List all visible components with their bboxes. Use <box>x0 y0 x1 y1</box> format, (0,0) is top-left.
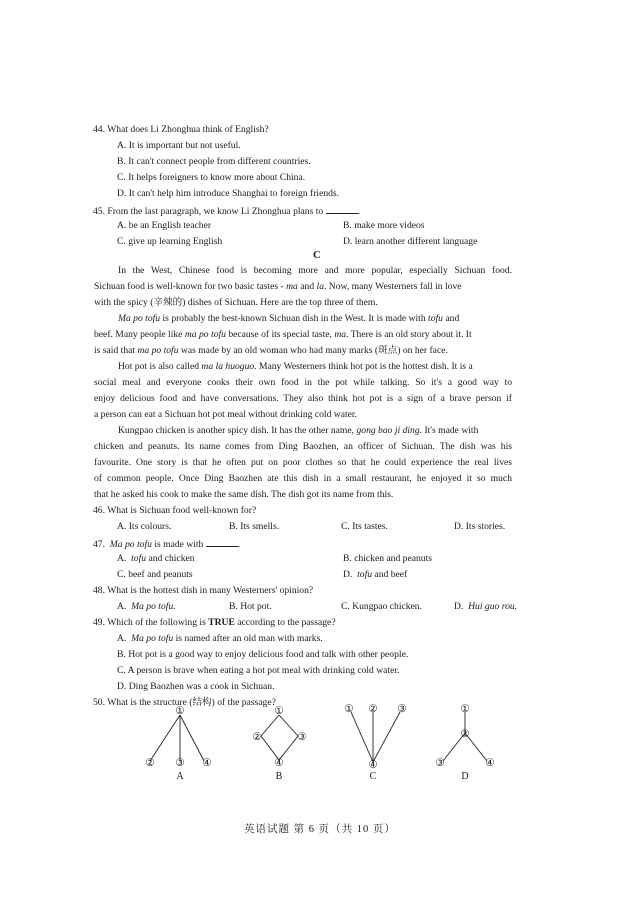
passage-line: social meal and everyone cooks their own food in the pot while talking. So it's a good way to <box>94 377 512 388</box>
q45-option-c[interactable]: C. give up learning English <box>117 236 223 247</box>
diagram-d-node-2: ② <box>460 729 470 740</box>
q49-option-c[interactable]: C. A person is brave when eating a hot pot meal with drinking cold water. <box>117 665 400 676</box>
diagram-c-node-3: ③ <box>397 704 407 715</box>
q45-stem: 45. From the last paragraph, we know Li Zhonghua plans to . <box>93 206 361 217</box>
diagram-d-node-3: ③ <box>435 758 445 769</box>
q44-option-d[interactable]: D. It can't help him introduce Shanghai to foreign friends. <box>117 188 340 199</box>
diagram-label-c[interactable]: C <box>369 771 377 782</box>
passage-line: chicken and peanuts. Its name comes from Ding Baozhen, an officer of Sichuan. The dish was his <box>94 441 512 452</box>
q49-option-b[interactable]: B. Hot pot is a good way to enjoy delicious food and talk with other people. <box>117 649 409 660</box>
q44-option-a[interactable]: A. It is important but not useful. <box>117 140 241 151</box>
answer-blank[interactable] <box>206 537 238 547</box>
q48-option-b[interactable]: B. Hot pot. <box>229 601 272 612</box>
passage-line: Kungpao chicken is another spicy dish. It has the other name, gong bao ji ding. It's made with <box>118 425 479 436</box>
section-heading: C <box>313 250 321 261</box>
diagram-label-b[interactable]: B <box>275 771 283 782</box>
q47-option-a[interactable]: A. tofu and chicken <box>117 553 195 564</box>
page-footer: 英语试题 第 6 页（共 10 页） <box>244 824 396 835</box>
passage-line: Ma po tofu is probably the best-known Sichuan dish in the West. It is made with tofu and <box>118 313 460 324</box>
q46-option-a[interactable]: A. Its colours. <box>117 521 172 532</box>
answer-blank[interactable] <box>326 204 358 214</box>
q46-option-c[interactable]: C. Its tastes. <box>341 521 388 532</box>
q46-option-d[interactable]: D. Its stories. <box>454 521 506 532</box>
q47-option-c[interactable]: C. beef and peanuts <box>117 569 193 580</box>
q45-stem-text: 45. From the last paragraph, we know Li Zhonghua plans to <box>93 206 324 217</box>
diagram-label-d[interactable]: D <box>461 771 469 782</box>
q45-option-b[interactable]: B. make more videos <box>343 220 425 231</box>
diagram-a-node-2: ② <box>145 758 155 769</box>
q49-stem: 49. Which of the following is TRUE according to the passage? <box>93 617 336 628</box>
passage-line: Hot pot is also called ma la huoguo. Many Westerners think hot pot is the hottest dish. It is a <box>118 361 473 372</box>
q44-option-c[interactable]: C. It helps foreigners to know more about China. <box>117 172 306 183</box>
diagram-b-node-4: ④ <box>274 758 284 769</box>
q44-stem: 44. What does Li Zhonghua think of English? <box>93 124 269 135</box>
q48-stem: 48. What is the hottest dish in many Westerners' opinion? <box>93 585 314 596</box>
passage-line: that he asked his cook to make the same dish. The dish got its name from this. <box>94 489 394 500</box>
q47-option-d[interactable]: D. tofu and beef <box>343 569 408 580</box>
diagram-label-a[interactable]: A <box>176 771 184 782</box>
q48-option-a[interactable]: A. Ma po tofu. <box>117 601 176 612</box>
q45-option-d[interactable]: D. learn another different language <box>343 236 478 247</box>
q44-option-b[interactable]: B. It can't connect people from different countries. <box>117 156 311 167</box>
q48-option-c[interactable]: C. Kungpao chicken. <box>341 601 422 612</box>
diagram-a-node-4: ④ <box>202 758 212 769</box>
passage-line: a person can eat a Sichuan hot pot meal without drinking cold water. <box>94 409 357 420</box>
diagram-a-node-1: ① <box>175 706 185 717</box>
q49-option-a[interactable]: A. Ma po tofu is named after an old man with marks. <box>117 633 323 644</box>
passage-line: beef. Many people like ma po tofu because of its special taste, ma. There is an old story about it. It <box>94 329 472 340</box>
q49-option-d[interactable]: D. Ding Baozhen was a cook in Sichuan. <box>117 681 275 692</box>
q46-stem: 46. What is Sichuan food well-known for? <box>93 505 257 516</box>
q47-stem: 47. Ma po tofu is made with . <box>93 539 241 550</box>
diagram-b-node-2: ② <box>252 732 262 743</box>
diagram-c-node-1: ① <box>344 704 354 715</box>
diagram-d-node-4: ④ <box>485 758 495 769</box>
passage-line: is said that ma po tofu was made by an old woman who had many marks (斑点) on her face. <box>94 345 448 356</box>
passage-line: with the spicy (辛辣的) dishes of Sichuan. Here are the top three of them. <box>94 297 378 308</box>
diagram-d-node-1: ① <box>460 704 470 715</box>
q50-stem: 50. What is the structure (结构) of the passage? <box>93 697 276 708</box>
diagram-c-node-4: ④ <box>368 760 378 771</box>
passage-line: Sichuan food is well-known for two basic tastes - ma and la. Now, many Westerners fall in love <box>94 281 462 292</box>
passage-line: of common people. Once Ding Baozhen ate this dish in a small restaurant, he enjoyed it so much <box>94 473 512 484</box>
diagram-b-node-3: ③ <box>297 732 307 743</box>
q48-option-d[interactable]: D. Hui guo rou. <box>454 601 518 612</box>
q46-option-b[interactable]: B. Its smells. <box>229 521 280 532</box>
q47-option-b[interactable]: B. chicken and peanuts <box>343 553 432 564</box>
diagram-a-node-3: ③ <box>175 758 185 769</box>
structure-diagrams <box>130 700 510 812</box>
passage-line: favourite. One story is that he often put on poor clothes so that he could experience the real lives <box>94 457 512 468</box>
diagram-c-node-2: ② <box>368 704 378 715</box>
diagram-b-node-1: ① <box>274 706 284 717</box>
passage-line: In the West, Chinese food is becoming more and more popular, especially Sichuan food. <box>118 265 512 276</box>
q45-option-a[interactable]: A. be an English teacher <box>117 220 212 231</box>
passage-line: enjoy delicious food and have conversations. They also think hot pot is a sign of a brave person if <box>94 393 512 404</box>
